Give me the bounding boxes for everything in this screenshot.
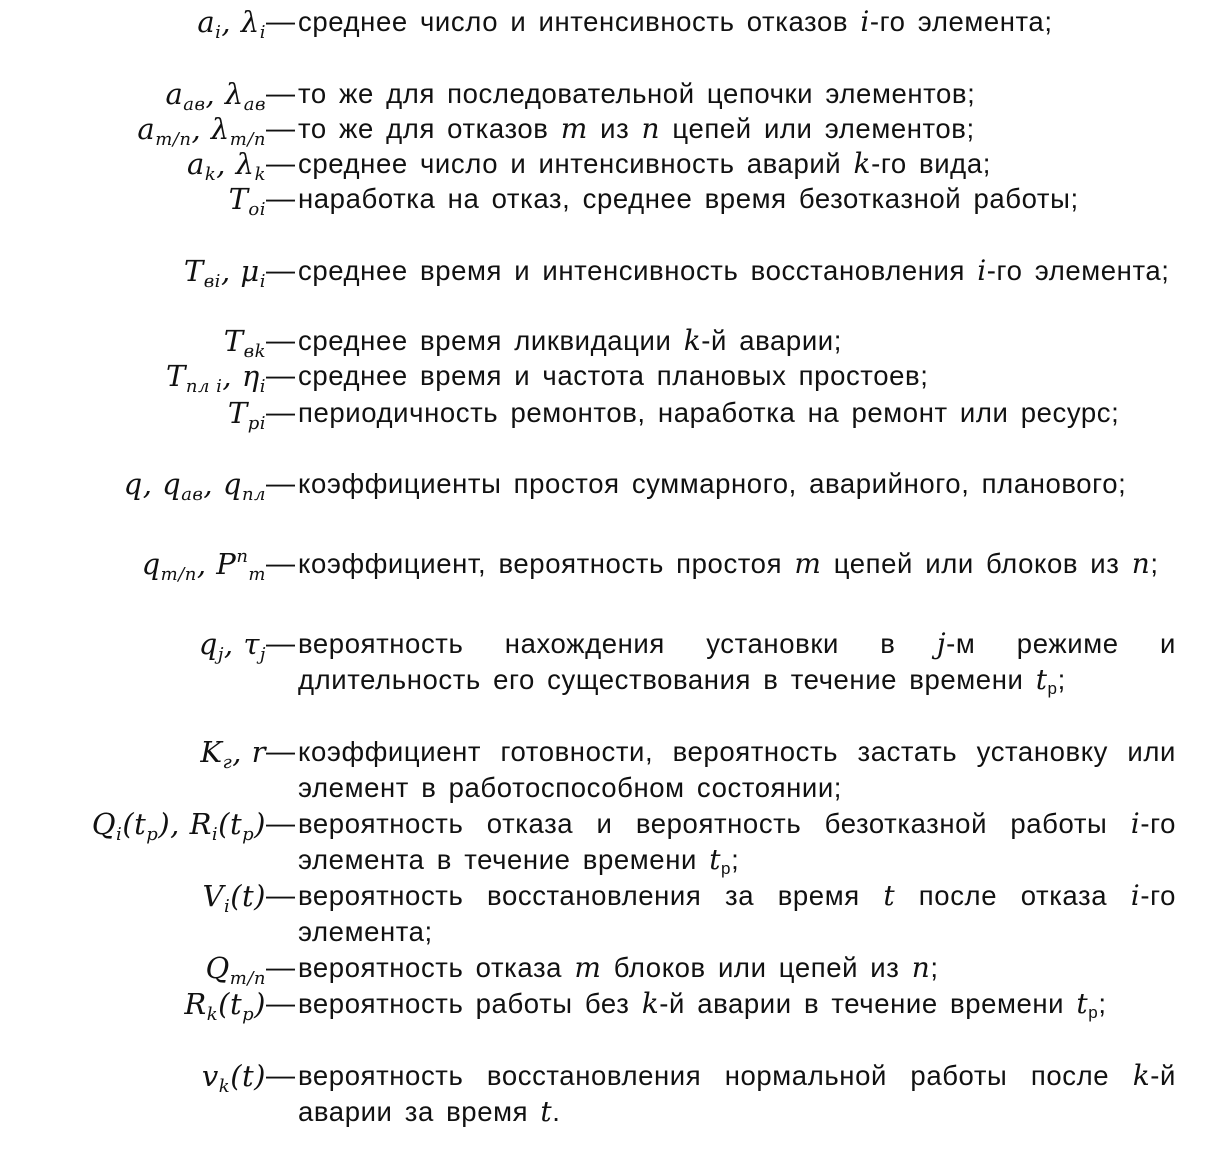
entry-description: периодичность ремонтов, наработка на ремонт или ресурс; (298, 397, 1120, 428)
entry-symbol: $a_{m/n}$, $\lambda_{m/n}$ (137, 112, 266, 150)
entry-description: среднее время и интенсивность восстановления i-го элемента; (298, 254, 1170, 287)
entry-symbol: $v_k(t)$ (201, 1059, 266, 1097)
entry-dash: — (266, 397, 295, 429)
entry-description: вероятность восстановления нормальной работы после k-й аварии за время t. (298, 1059, 1176, 1128)
entry-dash: — (266, 325, 295, 357)
entry-symbol: $T_{вi}$, $\mu_i$ (183, 254, 266, 292)
entry-dash: — (266, 360, 295, 392)
entry-dash: — (266, 468, 295, 500)
entry-symbol: $V_i(t)$ (202, 879, 266, 917)
entry-description: среднее время и частота плановых простоев; (298, 360, 929, 391)
entry-dash: — (266, 548, 295, 580)
entry-dash: — (266, 148, 295, 180)
entry-symbol: $K_г$, r (200, 735, 266, 773)
entry-description: вероятность восстановления за время t после отказа i-го элемента; (298, 879, 1176, 947)
entry-symbol: $R_k(t_р)$ (184, 987, 266, 1025)
entry-dash: — (266, 808, 295, 840)
entry-dash: — (266, 6, 295, 38)
entry-symbol: $T_{вk}$ (223, 324, 266, 362)
entry-dash: — (266, 988, 295, 1020)
entry-symbol: $Q_{m/n}$ (205, 951, 266, 989)
entry-description: среднее число и интенсивность аварий k-го вида; (298, 147, 991, 180)
entry-dash: — (266, 880, 295, 912)
entry-symbol: q, $q_{ав}$, $q_{пл}$ (123, 467, 266, 505)
entry-description: вероятность отказа m блоков или цепей из n; (298, 951, 939, 984)
entry-description: то же для отказов m из n цепей или элементов; (298, 112, 975, 145)
entry-description: наработка на отказ, среднее время безотказной работы; (298, 183, 1079, 214)
entry-description: коэффициент, вероятность простоя m цепей или блоков из n; (298, 547, 1159, 580)
entry-symbol: $T_{pi}$ (227, 396, 266, 434)
entry-dash: — (266, 183, 295, 215)
entry-description: коэффициент готовности, вероятность застать установку или элемент в работоспособном состоянии; (298, 736, 1176, 803)
entry-description: среднее время ликвидации k-й аварии; (298, 324, 842, 357)
entry-description: вероятность отказа и вероятность безотказной работы i-го элемента в течение времени $t_р$; (298, 807, 1176, 878)
entry-dash: — (266, 736, 295, 768)
entry-dash: — (266, 113, 295, 145)
entry-dash: — (266, 255, 295, 287)
entry-description: среднее число и интенсивность отказов i-го элемента; (298, 5, 1053, 38)
entry-description: коэффициенты простоя суммарного, аварийного, планового; (298, 468, 1127, 499)
entry-symbol: $q_j$, $\tau_j$ (198, 627, 266, 665)
entry-symbol: $Q_i(t_р)$, $R_i(t_р)$ (91, 807, 266, 845)
entry-dash: — (266, 78, 295, 110)
entry-description: вероятность работы без k-й аварии в течение времени $t_р$; (298, 987, 1107, 1022)
entry-symbol: $a_{ав}$, $\lambda_{ав}$ (165, 77, 266, 115)
entry-symbol: $a_k$, $\lambda_k$ (187, 147, 266, 185)
entry-description: то же для последовательной цепочки элементов; (298, 78, 976, 109)
entry-symbol: $a_i$, $\lambda_i$ (197, 5, 266, 43)
entry-symbol: $T_{oi}$ (228, 182, 266, 220)
entry-dash: — (266, 1060, 295, 1092)
entry-dash: — (266, 628, 295, 660)
entry-symbol: $q_{m/n}$, $P^n_m$ (141, 546, 266, 585)
entry-description: вероятность нахождения установки в j-м режиме и длительность его существования в течение времени $t_р$; (298, 627, 1176, 698)
entry-dash: — (266, 952, 295, 984)
entry-symbol: $T_{пл i}$, $\eta_i$ (166, 359, 266, 397)
